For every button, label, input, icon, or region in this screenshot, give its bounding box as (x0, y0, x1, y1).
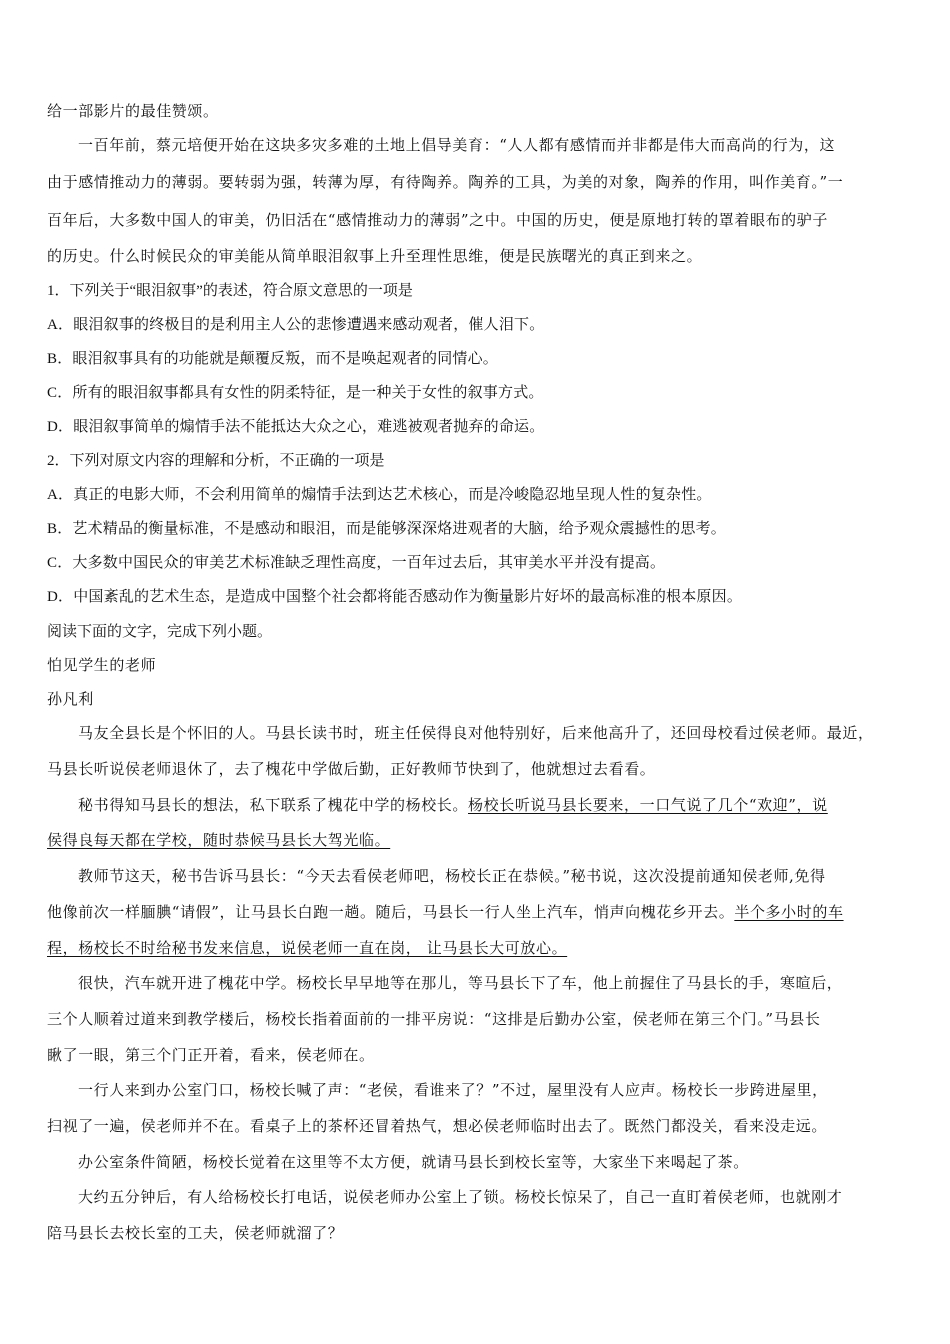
story-line: 扫视了一遍，侯老师并不在。看桌子上的茶杯还冒着热气，想必侯老师临时出去了。既然门都没关，看来没走远。 (47, 1117, 828, 1135)
question-1-option-c: C．所有的眼泪叙事都具有女性的阴柔特征，是一种关于女性的叙事方式。 (47, 385, 544, 401)
underlined-text: 杨校长听说马县长要来，一口气说了几个“欢迎”，说 (468, 796, 828, 814)
story-line (47, 902, 907, 922)
question-1-option-a: A．眼泪叙事的终极目的是利用主人公的悲惨遭遇来感动观者，催人泪下。 (47, 317, 545, 333)
story-line (47, 830, 907, 850)
question-2-option-d: D．中国紊乱的艺术生态，是造成中国整个社会都将能否感动作为衡量影片好坏的最高标准的根本原因。 (47, 589, 743, 605)
underlined-text: 半个多小时的车 (734, 903, 844, 921)
story-line: 办公室条件简陋，杨校长觉着在这里等不太方便，就请马县长到校长室等，大家坐下来喝起了茶。 (78, 1153, 749, 1171)
story-line (47, 938, 907, 958)
question-2-option-c: C．大多数中国民众的审美艺术标准缺乏理性高度，一百年过去后，其审美水平并没有提高。 (47, 555, 666, 571)
essay-line: 百年后，大多数中国人的审美，仍旧活在“感情推动力的薄弱”之中。中国的历史，便是原地打转的罩着眼布的驴子 (47, 211, 828, 229)
question-1-option-d: D．眼泪叙事简单的煽情手法不能抵达大众之心，难逃被观者抛弃的命运。 (47, 419, 545, 435)
story-author: 孙凡利 (47, 690, 94, 708)
question-1-stem: 1．下列关于“眼泪叙事”的表述，符合原文意思的一项是 (47, 283, 413, 299)
story-line: 教师节这天，秘书告诉马县长：“今天去看侯老师吧，杨校长正在恭候。”秘书说，这次没提前通知侯老师,免得 (78, 867, 826, 885)
essay-line: 一百年前，蔡元培便开始在这块多灾多难的土地上倡导美育：“人人都有感情而并非都是伟大而高尚的行为，这 (78, 136, 836, 154)
reading-instruction: 阅读下面的文字，完成下列小题。 (47, 624, 273, 640)
story-line: 三个人顺着过道来到教学楼后，杨校长指着面前的一排平房说：“这排是后勤办公室，侯老师在第三个门。”马县长 (47, 1010, 821, 1028)
story-line: 大约五分钟后，有人给杨校长打电话，说侯老师办公室上了锁。杨校长惊呆了，自己一直盯着侯老师，也就刚才 (78, 1188, 843, 1206)
question-2-option-a: A．真正的电影大师，不会利用简单的煽情手法到达艺术核心，而是冷峻隐忍地呈现人性的复杂性。 (47, 487, 712, 503)
story-line: 陪马县长去校长室的工夫，侯老师就溜了？ (47, 1224, 344, 1242)
story-line: 很快，汽车就开进了槐花中学。杨校长早早地等在那儿，等马县长下了车，他上前握住了马县长的手，寒暄后， (78, 974, 843, 992)
story-line (78, 795, 908, 815)
story-title: 怕见学生的老师 (47, 656, 157, 674)
story-line: 马县长听说侯老师退休了，去了槐花中学做后勤，正好教师节快到了，他就想过去看看。 (47, 760, 656, 778)
question-2-option-b: B．艺术精品的衡量标准，不是感动和眼泪，而是能够深深烙进观者的大脑，给予观众震撼性的思考。 (47, 521, 727, 537)
question-1-option-b: B．眼泪叙事具有的功能就是颠覆反叛，而不是唤起观者的同情心。 (47, 351, 499, 367)
underlined-text: 侯得良每天都在学校，随时恭候马县长大驾光临。 (47, 831, 391, 849)
story-line: 一行人来到办公室门口，杨校长喊了声：“老侯，看谁来了？”不过，屋里没有人应声。杨校长一步跨进屋里， (78, 1081, 828, 1099)
story-line: 马友全县长是个怀旧的人。马县长读书时，班主任侯得良对他特别好，后来他高升了，还回母校看过侯老师。最近， (78, 724, 874, 742)
underlined-text: 程，杨校长不时给秘书发来信息，说侯老师一直在岗， 让马县长大可放心。 (47, 939, 568, 957)
essay-line: 的历史。什么时候民众的审美能从简单眼泪叙事上升至理性思维，便是民族曙光的真正到来之。 (47, 247, 703, 265)
question-2-stem: 2．下列对原文内容的理解和分析，不正确的一项是 (47, 453, 385, 469)
essay-line: 给一部影片的最佳赞颂。 (47, 102, 219, 120)
story-text: 他像前次一样腼腆“请假”，让马县长白跑一趟。随后，马县长一行人坐上汽车，悄声向槐花乡开去。 (47, 903, 735, 921)
story-line: 瞅了一眼，第三个门正开着，看来，侯老师在。 (47, 1046, 375, 1064)
story-text: 秘书得知马县长的想法，私下联系了槐花中学的杨校长。 (78, 796, 469, 814)
essay-line: 由于感情推动力的薄弱。要转弱为强，转薄为厚，有待陶养。陶养的工具，为美的对象，陶养的作用，叫作美育。”一 (47, 173, 844, 191)
